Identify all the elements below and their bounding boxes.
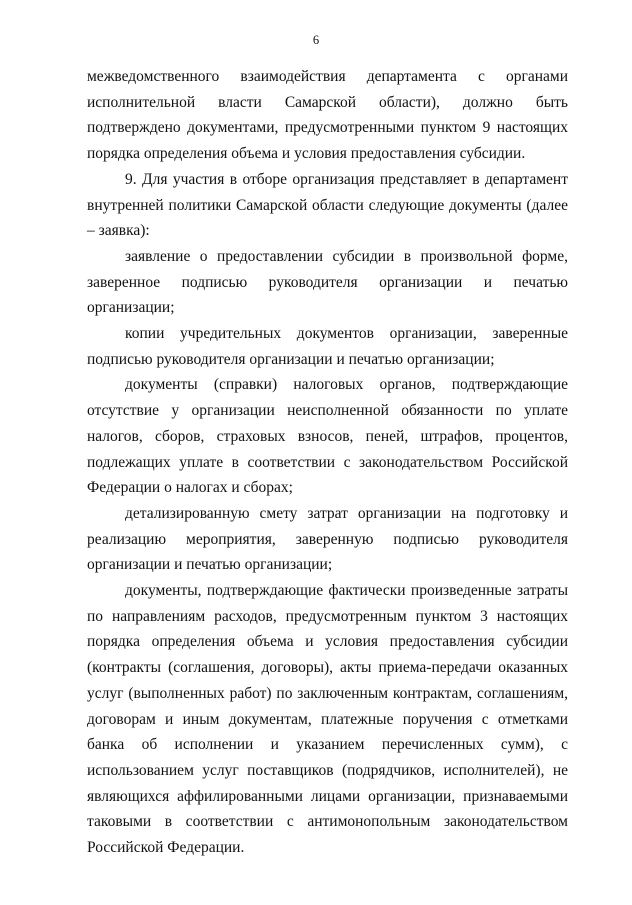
paragraph-cost-estimate: детализированную смету затрат организации на подготовку и реализацию мероприятия, заверенную подписью руководителя организации и печатью организации; <box>87 504 568 574</box>
paragraph-application: заявление о предоставлении субсидии в произвольной форме, заверенное подписью руководителя организации и печатью организации; <box>87 247 568 317</box>
paragraph-continuation: межведомственного взаимодействия департамента с органами исполнительной власти Самарской области), должно быть подтверждено документами, предусмотренными пунктом 9 настоящих порядка определения объема и условия предоставления субсидии. <box>87 68 568 163</box>
paragraph-expense-documents: документы, подтверждающие фактически произведенные затраты по направлениям расходов, предусмотренным пунктом 3 настоящих порядка определения объема и условия предоставления субсидии (контракты (соглашения, договоры), акты приема-передачи оказанных услуг (выполненных работ) по заключенным контрактам, соглашениям, договорам и иным документам, платежные поручения с отметками банка об исполнении и указанием перечисленных сумм), с использованием услуг поставщиков (подрядчиков, исполнителей), не являющихся аффилированными лицами организации, признаваемыми таковыми в соответствии с антимонопольным законодательством Российской Федерации. <box>87 582 568 857</box>
paragraph-item-9: 9. Для участия в отборе организация представляет в департамент внутренней политики Самарской области следующие документы (далее – заявка): <box>87 170 568 240</box>
paragraph-founding-documents: копии учредительных документов организации, заверенные подписью руководителя организации и печатью организации; <box>87 325 568 368</box>
page-number: 6 <box>312 33 320 47</box>
document-body <box>87 64 568 861</box>
paragraph-tax-certificates: документы (справки) налоговых органов, подтверждающие отсутствие у организации неисполненной обязанности по уплате налогов, сборов, страховых взносов, пеней, штрафов, процентов, подлежащих уплате в соответствии с законодательством Российской Федерации о налогах и сборах; <box>87 376 568 497</box>
